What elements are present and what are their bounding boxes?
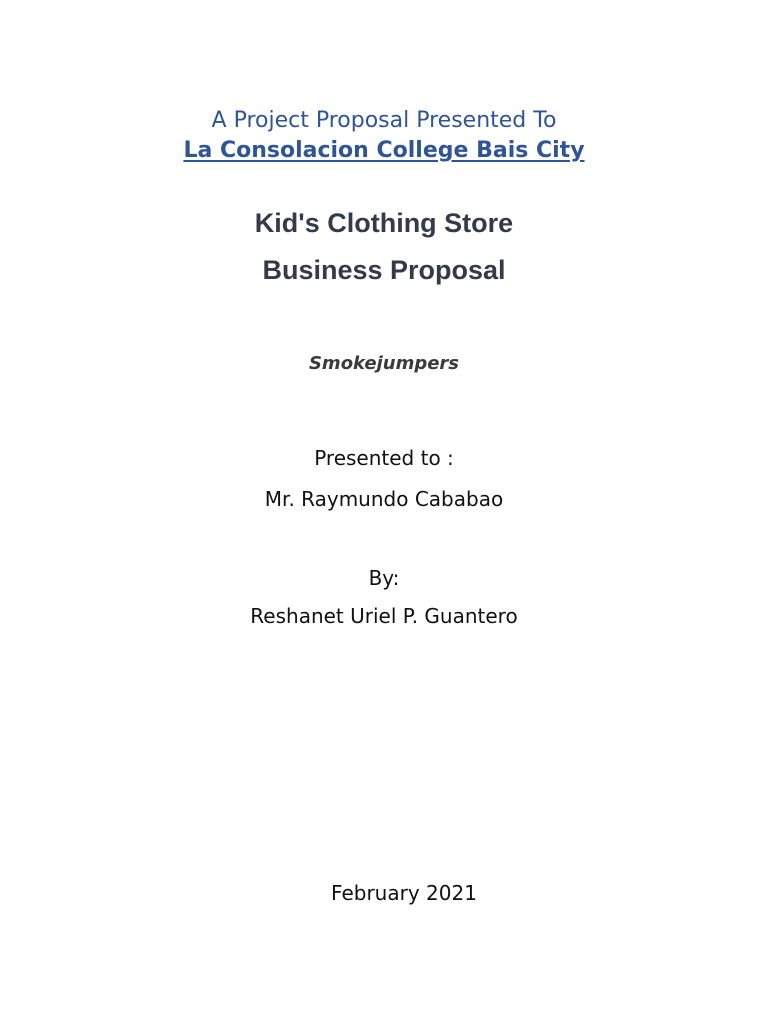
document-title-line-2: Business Proposal: [262, 255, 506, 285]
college-name: La Consolacion College Bais City: [183, 138, 585, 163]
author-name: Reshanet Uriel P. Guantero: [250, 604, 518, 628]
group-name: Smokejumpers: [308, 353, 460, 374]
presented-to-label: Presented to :: [314, 446, 454, 470]
document-title-line-1: Kid's Clothing Store: [254, 208, 514, 238]
document-date: February 2021: [331, 881, 477, 905]
by-label: By:: [368, 566, 400, 590]
proposal-intro-text: A Project Proposal Presented To: [211, 108, 557, 133]
presented-to-name: Mr. Raymundo Cababao: [264, 487, 504, 511]
